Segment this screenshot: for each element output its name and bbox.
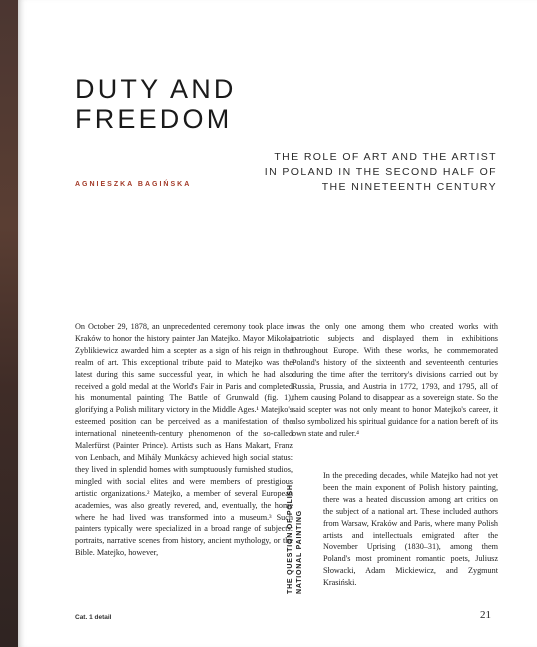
section-heading-line-2: NATIONAL PAINTING: [296, 510, 303, 594]
subtitle-line-2: IN POLAND IN THE SECOND HALF OF: [264, 166, 497, 178]
body-column-left: [75, 321, 293, 559]
section-heading-line-1: THE QUESTION OF POLISH: [287, 484, 294, 594]
page-subtitle: [265, 150, 497, 195]
subtitle-line-3: THE NINETEENTH CENTURY: [321, 181, 497, 193]
paragraph-1: On October 29, 1878, an unprecedented ceremony took place in Kraków to honor the history painter Jan Matejko. Mayor Mikołaj Zyblikiewicz awarded him a scepter as a sign of his reign in the realm of art. This exceptional tribute paid to Matejko was the latest during this same successful year, in which he had also received a gold medal at the World's Fair in Paris and completed his monumental painting The Battle of Grunwald (fig. 1), glorifying a Polish military victory in the Middle Ages.¹ Matejko's esteemed position can be perceived as a manifestation of the international nineteenth-century phenomenon of the so-called Malerfürst (Painter Prince). Artists such as Hans Makart, Franz von Lenbach, and Mihály Munkácsy achieved high social status: they lived in splendid homes with sumptuously furnished studios, mingled with social elites and were members of prestigious artistic organizations.² Matejko, a member of several European academies, was also greatly revered, and, eventually, the home where he had lived was transformed into a museum.³ Such painters typically were specialized in a broad range of subjects: portraits, narrative scenes from history, ancient mythology, or the Bible. Matejko, however,: [75, 322, 293, 558]
figure-caption: Cat. 1 detail: [75, 614, 112, 621]
section-heading-vertical: [286, 468, 308, 594]
subtitle-line-1: THE ROLE OF ART AND THE ARTIST: [274, 151, 497, 163]
body-column-right-continued: [323, 470, 498, 589]
page-title: [75, 74, 237, 134]
paragraph-3: In the preceding decades, while Matejko had not yet been the main exponent of Polish history painting, there was a heated discussion among art critics on the subject of a national art. These included authors from Warsaw, Kraków and Paris, where many Polish artists and intellectuals emigrated after the November Uprising (1830–31), among them Poland's most prominent romantic poets, Juliusz Słowacki, Adam Mickiewicz, and Zygmunt Krasiński.: [323, 471, 498, 588]
author-name: AGNIESZKA BAGIŃSKA: [75, 181, 192, 188]
adjacent-page-edge: [0, 0, 18, 647]
title-line-2: FREEDOM: [75, 104, 233, 134]
title-line-1: DUTY AND: [75, 74, 237, 104]
page-number: 21: [480, 609, 491, 621]
body-column-right: [292, 321, 498, 440]
paragraph-2: was the only one among them who created works with patriotic subjects and displayed them in exhibitions throughout Europe. With these works, he commemorated Poland's history of the sixteenth and seventeenth centuries during the time after the territory's divisions carried out by Russia, Prussia, and Austria in 1772, 1793, and 1795, all of them causing Poland to disappear as a sovereign state. So the said scepter was not only meant to honor Matejko's career, it also symbolized his spiritual guidance for a nation bereft of its own state and ruler.⁴: [292, 322, 498, 439]
book-page: [18, 0, 537, 647]
